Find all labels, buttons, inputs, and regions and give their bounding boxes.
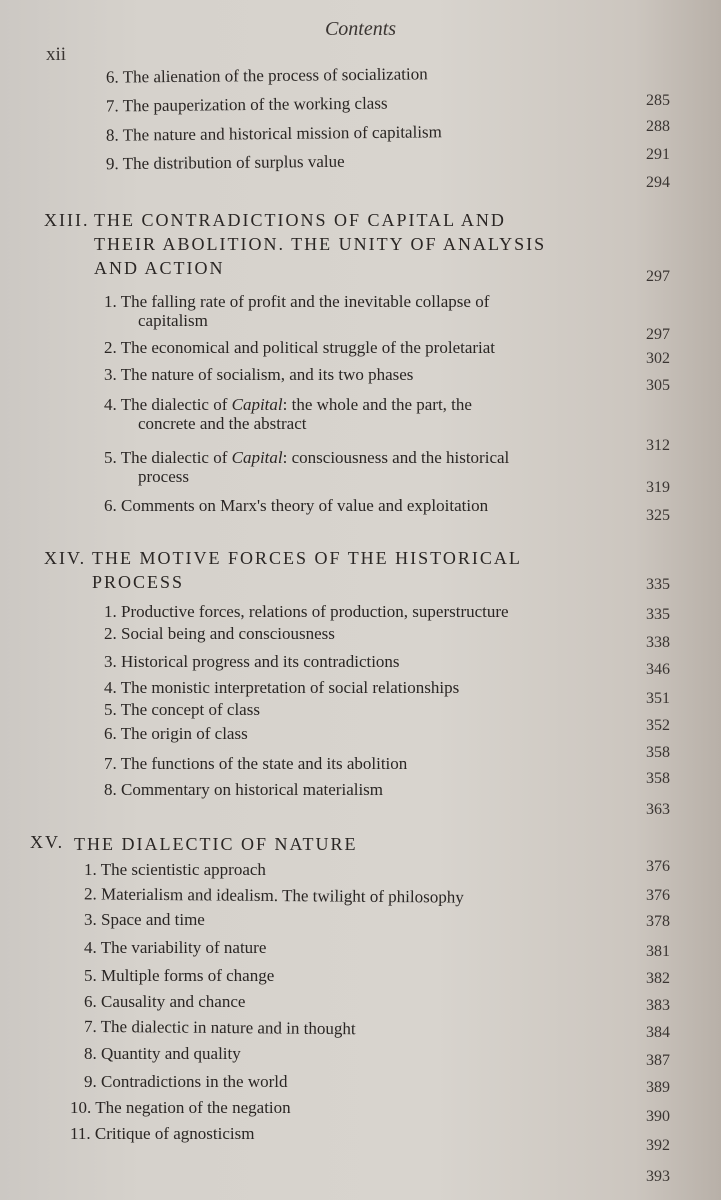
page-number: 297: [646, 268, 670, 285]
page-number: 294: [646, 174, 670, 191]
toc-entry: [104, 700, 260, 720]
entry-title: Productive forces, relations of production, superstructure: [121, 602, 509, 621]
entry-number: 7.: [104, 754, 117, 773]
entry-title: Quantity and quality: [101, 1044, 241, 1063]
page-number: 351: [646, 690, 670, 707]
page-number: 312: [646, 437, 670, 454]
entry-number: 4.: [104, 678, 117, 697]
chapter-title-line: AND ACTION: [94, 258, 225, 278]
toc-entry-continuation: process: [138, 467, 189, 486]
entry-number: 1.: [104, 602, 117, 621]
entry-number: 6.: [84, 992, 97, 1011]
entry-title: The distribution of surplus value: [122, 151, 345, 174]
entry-number: 3.: [84, 910, 97, 929]
entry-title: The dialectic in nature and in thought: [100, 1016, 356, 1039]
entry-title-post: : the whole and the part, the: [282, 395, 472, 414]
entry-title: The falling rate of profit and the inevitable collapse of: [120, 292, 490, 311]
toc-entry: [104, 602, 509, 622]
entry-title-pre: The dialectic of: [120, 448, 232, 467]
page-number: 376: [646, 887, 670, 904]
entry-number: 8.: [104, 780, 117, 799]
toc-entry: [104, 365, 413, 385]
entry-title: Materialism and idealism. The twilight of philosophy: [100, 884, 464, 907]
page-number: 382: [646, 970, 670, 987]
entry-number: 10.: [70, 1098, 92, 1117]
chapter-title-line: THE CONTRADICTIONS OF CAPITAL AND: [94, 210, 506, 230]
chapter-title-xiv: [92, 546, 522, 594]
entry-number: 5.: [104, 700, 117, 719]
entry-number: 5.: [84, 966, 97, 985]
entry-title: Causality and chance: [101, 992, 246, 1011]
entry-number: 11.: [70, 1124, 91, 1143]
toc-entry: [104, 624, 335, 644]
chapter-heading-xv: [30, 830, 64, 854]
entry-title: The pauperization of the working class: [122, 93, 388, 116]
chapter-title-xiii: [94, 208, 546, 280]
toc-entry: [106, 64, 428, 87]
entry-title-post: : consciousness and the historical: [282, 448, 510, 467]
toc-entry: [104, 292, 489, 312]
entry-title-italic: Capital: [231, 448, 283, 467]
toc-entry: [104, 448, 509, 468]
toc-entry: [104, 496, 488, 516]
entry-title: Comments on Marx's theory of value and exploitation: [121, 496, 489, 515]
entry-title: The economical and political struggle of the proletariat: [120, 338, 496, 357]
toc-entry: [104, 780, 383, 800]
page-number: 358: [646, 744, 670, 761]
entry-title: The concept of class: [120, 700, 260, 719]
entry-number: 2.: [104, 624, 117, 643]
chapter-numeral: XIV.: [44, 548, 87, 568]
entry-title: The functions of the state and its abolition: [120, 754, 408, 773]
page-number: 383: [646, 997, 670, 1014]
entry-title: The nature and historical mission of capitalism: [122, 122, 442, 145]
toc-entry: [84, 1044, 241, 1064]
page-number: 381: [646, 943, 670, 960]
folio: xii: [46, 44, 67, 65]
page-number: 325: [646, 507, 670, 524]
page-number: 319: [646, 479, 670, 496]
page-number: 358: [646, 770, 670, 787]
chapter-heading-xiii: [44, 208, 89, 232]
entry-title: The monistic interpretation of social relationships: [120, 678, 460, 697]
toc-entry: [104, 678, 459, 698]
toc-entry: [84, 1072, 288, 1092]
entry-number: 6.: [105, 67, 119, 87]
page-number: 363: [646, 801, 670, 818]
toc-entry: [106, 122, 442, 146]
entry-number: 1.: [104, 292, 117, 311]
toc-entry: [84, 884, 464, 907]
toc-entry: [104, 395, 472, 415]
entry-number: 7.: [105, 96, 119, 116]
toc-entry: [84, 992, 245, 1012]
entry-number: 6.: [104, 496, 117, 515]
entry-title: Contradictions in the world: [101, 1072, 288, 1091]
page-number: 302: [646, 350, 670, 367]
page-number: 392: [646, 1137, 670, 1154]
page-number: 335: [646, 606, 670, 623]
page-number: 338: [646, 634, 670, 651]
entry-title: Social being and consciousness: [121, 624, 335, 643]
chapter-heading-xiv: [44, 546, 86, 570]
entry-number: 3.: [104, 365, 117, 384]
entry-number: 6.: [104, 724, 117, 743]
entry-title-italic: Capital: [231, 395, 283, 414]
page-number: 288: [646, 118, 670, 135]
toc-entry: [84, 910, 205, 930]
entry-title: Space and time: [101, 910, 205, 929]
toc-entry: [104, 724, 248, 744]
page-number: 305: [646, 377, 670, 394]
chapter-title-line: THE MOTIVE FORCES OF THE HISTORICAL: [92, 548, 522, 568]
page-number: 335: [646, 576, 670, 593]
page-number: 346: [646, 661, 670, 678]
entry-number: 8.: [105, 125, 119, 145]
entry-title: Multiple forms of change: [101, 966, 275, 985]
entry-number: 2.: [104, 338, 117, 357]
page-number: 378: [646, 913, 670, 930]
entry-number: 3.: [104, 652, 117, 671]
page-number: 352: [646, 717, 670, 734]
toc-entry: [70, 1124, 254, 1144]
page-number: 393: [646, 1168, 670, 1185]
entry-number: 4.: [84, 938, 97, 957]
entry-number: 5.: [104, 448, 117, 467]
toc-entry: [106, 152, 345, 174]
entry-number: 2.: [83, 884, 97, 904]
entry-title: The scientistic approach: [100, 860, 266, 879]
page-number: 390: [646, 1108, 670, 1125]
toc-entry: [106, 94, 388, 117]
chapter-title-line: THEIR ABOLITION. THE UNITY OF ANALYSIS: [94, 234, 547, 254]
page-number: 384: [646, 1024, 670, 1041]
toc-entry: [84, 966, 274, 986]
entry-title: Historical progress and its contradictions: [121, 652, 400, 671]
entry-title: The alienation of the process of socialization: [122, 64, 428, 87]
toc-entry: [84, 938, 266, 958]
entry-number: 9.: [84, 1072, 97, 1091]
page-number: 387: [646, 1052, 670, 1069]
toc-entry: [84, 860, 266, 880]
toc-entry-continuation: capitalism: [138, 311, 208, 330]
chapter-title-xv: [74, 832, 357, 856]
toc-entry: [84, 1017, 356, 1039]
page-number: 291: [646, 146, 670, 163]
entry-title-pre: The dialectic of: [120, 395, 232, 414]
entry-number: 8.: [84, 1044, 97, 1063]
entry-title: The variability of nature: [100, 938, 267, 957]
entry-title: The origin of class: [120, 724, 248, 743]
page-number: 297: [646, 326, 670, 343]
entry-number: 4.: [104, 395, 117, 414]
toc-entry-continuation: concrete and the abstract: [138, 414, 307, 433]
chapter-title-line: PROCESS: [92, 572, 185, 592]
entry-number: 7.: [83, 1016, 97, 1036]
chapter-title-line: THE DIALECTIC OF NATURE: [74, 834, 358, 854]
page-number: 376: [646, 858, 670, 875]
page-number: 285: [646, 92, 670, 109]
entry-title: The nature of socialism, and its two phases: [120, 365, 414, 384]
entry-title: Critique of agnosticism: [94, 1124, 255, 1143]
entry-number: 9.: [105, 154, 119, 174]
toc-entry: [104, 338, 495, 358]
toc-entry: [104, 652, 400, 672]
chapter-numeral: XIII.: [44, 210, 90, 230]
entry-title: The negation of the negation: [95, 1098, 291, 1117]
toc-entry: [104, 754, 407, 774]
toc-entry: [70, 1098, 291, 1118]
page-number: 389: [646, 1079, 670, 1096]
entry-number: 1.: [84, 860, 97, 879]
entry-title: Commentary on historical materialism: [121, 780, 384, 799]
running-head: Contents: [324, 18, 397, 40]
chapter-numeral: XV.: [30, 832, 65, 852]
